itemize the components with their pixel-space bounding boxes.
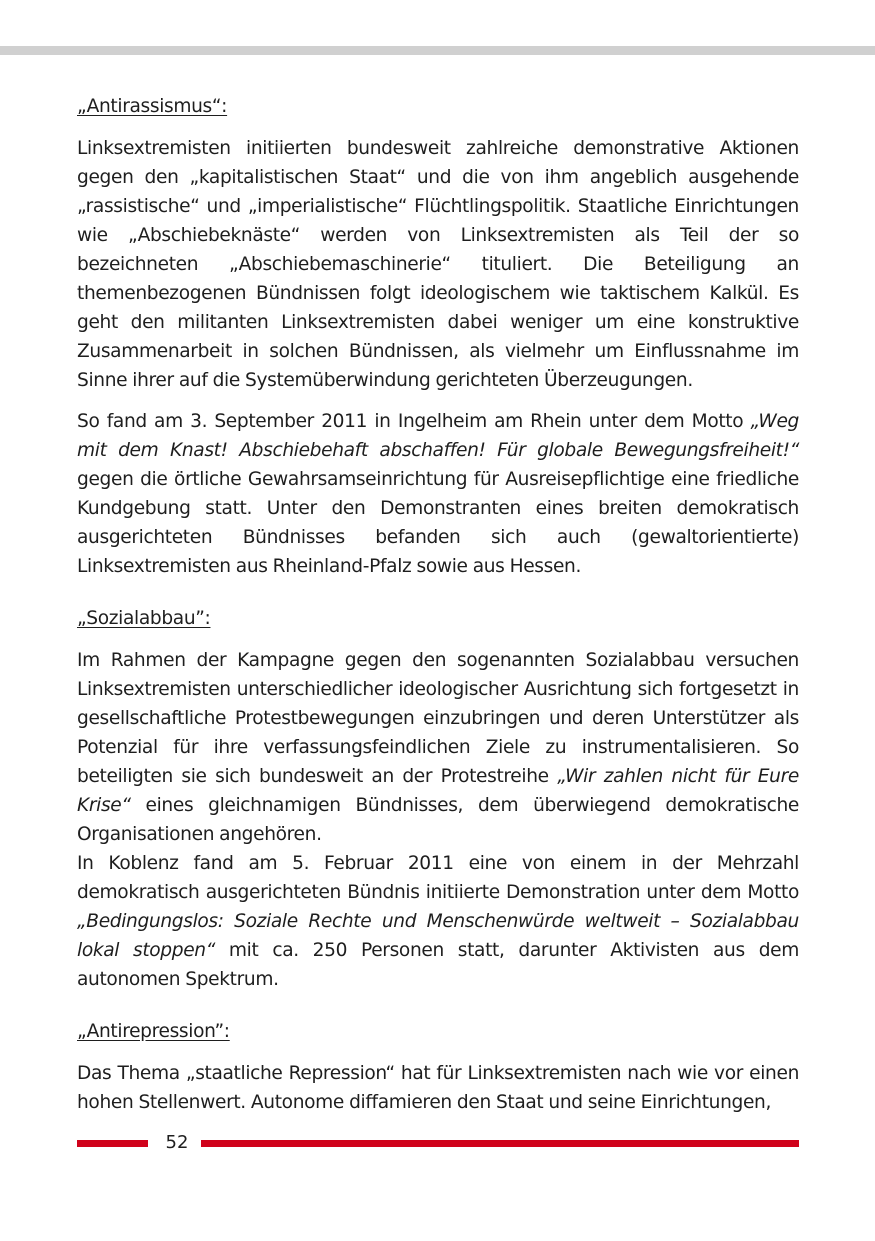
section-heading-antirassismus: „Antirassismus“: xyxy=(77,96,228,117)
top-bar xyxy=(0,46,875,55)
paragraph-text: mit ca. 250 Personen statt, darunter Aktivisten aus dem autonomen Spektrum. xyxy=(77,940,799,990)
page-footer xyxy=(77,1130,799,1156)
page-content xyxy=(77,92,799,1117)
paragraph-text: eines gleichnamigen Bündnisses, dem überwiegend demokratische Organisationen angehören. xyxy=(77,795,799,845)
page-number: 52 xyxy=(165,1132,189,1153)
paragraph xyxy=(77,1059,799,1117)
paragraph-text: Das Thema „staatliche Repression“ hat für Linksextremisten nach wie vor einen hohen Stellenwert. Autonome diffamieren den Staat und seine Einrichtungen, xyxy=(77,1063,799,1113)
paragraph-text: So fand am 3. September 2011 in Ingelheim am Rhein unter dem Motto xyxy=(77,411,751,432)
paragraph-text: gegen die örtliche Gewahrsamseinrichtung für Ausreisepflichtige eine friedliche Kundgebung statt. Unter den Demonstranten eines breiten demokratisch ausgerichteten Bündnisses befanden sich auch (gewaltorientierte) Linksextremisten aus Rheinland-Pfalz sowie aus Hessen. xyxy=(77,469,799,577)
paragraph-text: In Koblenz fand am 5. Februar 2011 eine von einem in der Mehrzahl demokratisch ausgerichteten Bündnis initiierte Demonstration unter dem Motto xyxy=(77,853,799,903)
section-heading-antirepression: „Antirepression”: xyxy=(77,1021,230,1042)
motto-text: „Bedingungslos: Soziale Rechte und Menschenwürde weltweit – Sozialabbau lokal stoppen“ xyxy=(77,911,799,961)
footer-rule-right xyxy=(201,1140,799,1147)
paragraph xyxy=(77,849,799,994)
motto-text: „Weg mit dem Knast! Abschiebehaft abschaffen! Für globale Bewegungsfreiheit!“ xyxy=(77,411,799,461)
section-heading-sozialabbau: „Sozialabbau”: xyxy=(77,608,211,629)
paragraph-text: Linksextremisten initiierten bundesweit zahlreiche demonstrative Aktionen gegen den „kapitalistischen Staat“ und die von ihm angeblich ausgehende „rassistische“ und „imperialistische“ Flüchtlingspolitik. Staatliche Einrichtungen wie „Abschiebeknäste“ werden von Linksextremisten als Teil der so bezeichneten „Abschiebemaschinerie“ tituliert. Die Beteiligung an themenbezogenen Bündnissen folgt ideologischem wie taktischem Kalkül. Es geht den militanten Linksextremisten dabei weniger um eine konstruktive Zusammenarbeit in solchen Bündnissen, als vielmehr um Einflussnahme im Sinne ihrer auf die Systemüberwindung gerichteten Überzeugungen. xyxy=(77,138,799,391)
paragraph xyxy=(77,407,799,581)
paragraph xyxy=(77,134,799,395)
paragraph xyxy=(77,646,799,849)
paragraph-text: Im Rahmen der Kampagne gegen den sogenannten Sozialabbau versuchen Linksextremisten unterschiedlicher ideologischer Ausrichtung sich fortgesetzt in gesellschaftliche Protestbewegungen einzubringen und deren Unterstützer als Potenzial für ihre verfassungsfeindlichen Ziele zu instrumentalisieren. So beteiligten sie sich bundesweit an der Protestreihe xyxy=(77,650,799,787)
footer-rule-left xyxy=(77,1140,148,1147)
motto-text: „Wir zahlen nicht für Eure Krise“ xyxy=(77,766,799,816)
